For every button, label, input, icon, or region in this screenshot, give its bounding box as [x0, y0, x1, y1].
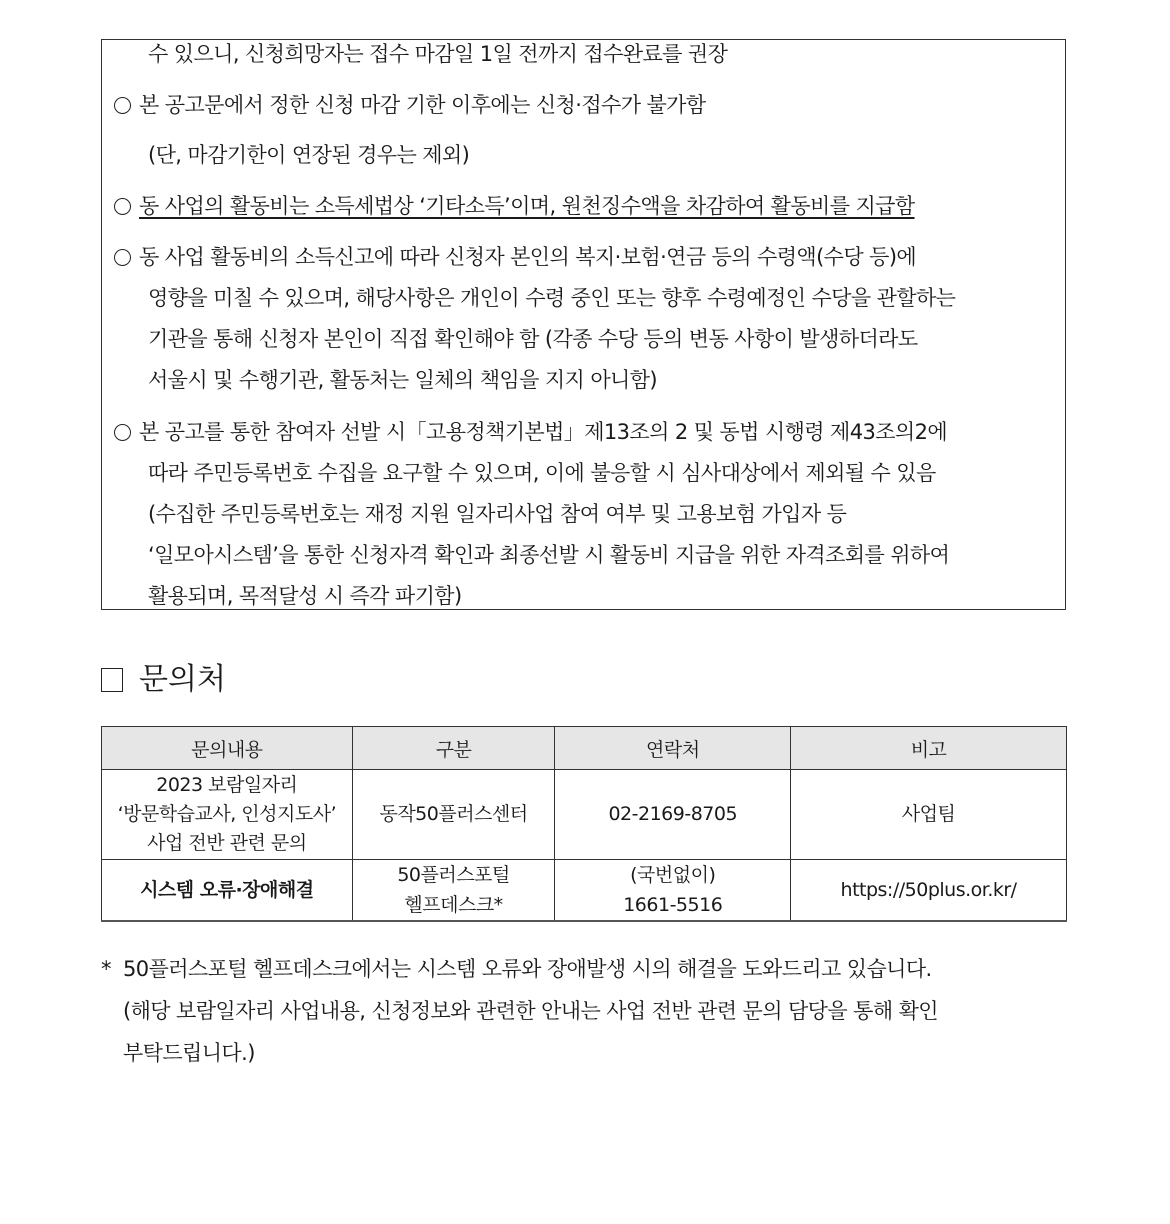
circle-bullet-icon	[114, 424, 131, 441]
square-bullet-icon	[101, 668, 123, 692]
cell-note-link[interactable]: https://50plus.or.kr/	[791, 860, 1067, 922]
notice-line: 서울시 및 수행기관, 활동처는 일체의 책임을 지지 아니함)	[148, 368, 657, 392]
notice-line: 수 있으니, 신청희망자는 접수 마감일 1일 전까지 접수완료를 권장	[148, 42, 728, 66]
notice-line: 따라 주민등록번호 수집을 요구할 수 있으며, 이에 불응할 시 심사대상에서 제외될 수 있음	[148, 461, 936, 485]
table-header-row	[102, 727, 1067, 770]
notice-line: (단, 마감기한이 연장된 경우는 제외)	[148, 143, 470, 167]
footnote	[101, 948, 1067, 1074]
notice-line: 기관을 통해 신청자 본인이 직접 확인해야 함 (각종 수당 등의 변동 사항이 발생하더라도	[148, 327, 918, 351]
notice-line: 활용되며, 목적달성 시 즉각 파기함)	[148, 584, 462, 608]
section-title: 문의처	[139, 662, 226, 697]
cell-note: 사업팀	[791, 770, 1067, 860]
notice-bullet-underlined: 동 사업의 활동비는 소득세법상 ‘기타소득’이며, 원천징수액을 차감하여 활동비를 지급함	[102, 192, 1055, 220]
notice-box	[101, 39, 1066, 610]
notice-line: 영향을 미칠 수 있으며, 해당사항은 개인이 수령 중인 또는 향후 수령예정인 수당을 관할하는	[148, 286, 956, 310]
section-heading	[101, 662, 226, 698]
notice-line: (수집한 주민등록번호는 재정 지원 일자리사업 참여 여부 및 고용보험 가입자 등	[148, 502, 847, 526]
header-note: 비고	[791, 727, 1067, 770]
asterisk-marker: *	[101, 957, 111, 981]
table-row	[102, 770, 1067, 860]
table-row	[102, 860, 1067, 922]
footnote-line: (해당 보람일자리 사업내용, 신청정보와 관련한 안내는 사업 전반 관련 문의 담당을 통해 확인	[123, 999, 938, 1023]
cell-inquiry: 2023 보람일자리 ‘방문학습교사, 인성지도사’ 사업 전반 관련 문의	[102, 770, 353, 860]
header-contact: 연락처	[555, 727, 791, 770]
notice-bullet: 본 공고를 통한 참여자 선발 시「고용정책기본법」제13조의 2 및 동법 시행령 제43조의2에	[102, 418, 1055, 446]
notice-bullet: 본 공고문에서 정한 신청 마감 기한 이후에는 신청·접수가 불가함	[102, 91, 1055, 119]
circle-bullet-icon	[114, 97, 131, 114]
header-inquiry: 문의내용	[102, 727, 353, 770]
cell-category: 50플러스포털 헬프데스크*	[352, 860, 555, 922]
contact-table	[101, 726, 1067, 922]
cell-category: 동작50플러스센터	[352, 770, 555, 860]
header-category: 구분	[352, 727, 555, 770]
circle-bullet-icon	[114, 198, 131, 215]
footnote-line: * 50플러스포털 헬프데스크에서는 시스템 오류와 장애발생 시의 해결을 도와드리고 있습니다.	[101, 948, 1067, 990]
notice-bullet: 동 사업 활동비의 소득신고에 따라 신청자 본인의 복지·보험·연금 등의 수령액(수당 등)에	[102, 243, 1055, 271]
circle-bullet-icon	[114, 249, 131, 266]
footnote-line: 부탁드립니다.)	[123, 1041, 255, 1065]
notice-line: ‘일모아시스템’을 통한 신청자격 확인과 최종선발 시 활동비 지급을 위한 자격조회를 위하여	[148, 543, 950, 567]
cell-contact: 02-2169-8705	[555, 770, 791, 860]
cell-contact: (국번없이) 1661-5516	[555, 860, 791, 922]
cell-inquiry: 시스템 오류·장애해결	[102, 860, 353, 922]
